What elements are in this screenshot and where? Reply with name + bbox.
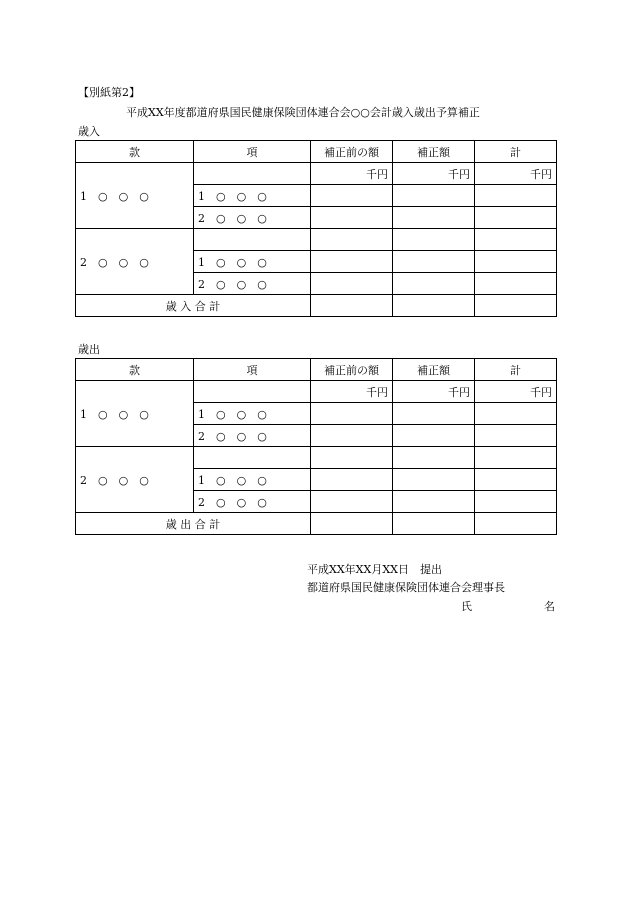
empty-cell: [475, 447, 557, 469]
table-row: [76, 447, 557, 469]
empty-cell: [311, 251, 393, 273]
table-row: [76, 229, 557, 251]
expenditure-table: [75, 358, 557, 535]
attachment-label: 【別紙第2】: [78, 86, 140, 99]
kou-blank-cell: [194, 163, 311, 185]
table-row: [76, 381, 557, 403]
empty-cell: [393, 185, 475, 207]
empty-cell: [393, 273, 475, 295]
kou-item-1: 1 ○ ○ ○: [194, 469, 311, 491]
organization-title: 都道府県国民健康保険団体連合会理事長: [307, 581, 505, 594]
header-correction-amount: 補正額: [393, 359, 475, 381]
empty-cell: [475, 469, 557, 491]
empty-cell: [393, 447, 475, 469]
kou-blank-cell: [194, 229, 311, 251]
kan-item-1: 1 ○ ○ ○: [76, 381, 194, 447]
unit-cell: 千円: [475, 381, 557, 403]
empty-cell: [311, 447, 393, 469]
empty-cell: [475, 251, 557, 273]
empty-cell: [475, 403, 557, 425]
total-row: [76, 513, 557, 535]
unit-cell: 千円: [475, 163, 557, 185]
kou-item-2: 2 ○ ○ ○: [194, 207, 311, 229]
empty-cell: [393, 251, 475, 273]
expenditure-total-label: 歳 出 合 計: [76, 513, 311, 535]
kou-item-1: 1 ○ ○ ○: [194, 185, 311, 207]
unit-cell: 千円: [393, 381, 475, 403]
kou-item-2: 2 ○ ○ ○: [194, 273, 311, 295]
unit-cell: 千円: [311, 163, 393, 185]
empty-cell: [311, 273, 393, 295]
revenue-section-label: 歳入: [78, 125, 100, 138]
empty-cell: [393, 513, 475, 535]
empty-cell: [393, 469, 475, 491]
header-row: [76, 141, 557, 163]
kou-item-2: 2 ○ ○ ○: [194, 425, 311, 447]
empty-cell: [475, 491, 557, 513]
empty-cell: [311, 403, 393, 425]
empty-cell: [393, 295, 475, 317]
empty-cell: [311, 295, 393, 317]
revenue-total-label: 歳 入 合 計: [76, 295, 311, 317]
kou-item-1: 1 ○ ○ ○: [194, 251, 311, 273]
total-row: [76, 295, 557, 317]
table-row: [76, 163, 557, 185]
empty-cell: [311, 491, 393, 513]
header-row: [76, 359, 557, 381]
empty-cell: [393, 229, 475, 251]
header-total: 計: [475, 141, 557, 163]
revenue-table: [75, 140, 557, 317]
empty-cell: [311, 185, 393, 207]
unit-cell: 千円: [311, 381, 393, 403]
submission-date: 平成XX年XX月XX日 提出: [307, 563, 442, 576]
empty-cell: [475, 229, 557, 251]
name-line: [461, 598, 555, 614]
header-correction-amount: 補正額: [393, 141, 475, 163]
document-title: 平成XX年度都道府県国民健康保険団体連合会○○会計歳入歳出予算補正: [126, 106, 480, 119]
empty-cell: [311, 469, 393, 491]
name-label-char: 氏: [461, 600, 472, 613]
kou-blank-cell: [194, 381, 311, 403]
header-total: 計: [475, 359, 557, 381]
empty-cell: [475, 425, 557, 447]
kou-item-2: 2 ○ ○ ○: [194, 491, 311, 513]
unit-cell: 千円: [393, 163, 475, 185]
expenditure-section-label: 歳出: [78, 343, 100, 356]
empty-cell: [311, 425, 393, 447]
header-kan: 款: [76, 141, 194, 163]
kou-blank-cell: [194, 447, 311, 469]
empty-cell: [475, 513, 557, 535]
empty-cell: [475, 295, 557, 317]
empty-cell: [475, 185, 557, 207]
header-kou: 項: [194, 359, 311, 381]
empty-cell: [393, 491, 475, 513]
empty-cell: [475, 207, 557, 229]
empty-cell: [393, 403, 475, 425]
empty-cell: [475, 273, 557, 295]
kan-item-1: 1 ○ ○ ○: [76, 163, 194, 229]
empty-cell: [393, 425, 475, 447]
empty-cell: [311, 207, 393, 229]
kou-item-1: 1 ○ ○ ○: [194, 403, 311, 425]
header-kou: 項: [194, 141, 311, 163]
header-before-amount: 補正前の額: [311, 359, 393, 381]
kan-item-2: 2 ○ ○ ○: [76, 447, 194, 513]
header-before-amount: 補正前の額: [311, 141, 393, 163]
empty-cell: [311, 229, 393, 251]
empty-cell: [393, 207, 475, 229]
name-label-char: 名: [544, 600, 555, 613]
empty-cell: [311, 513, 393, 535]
header-kan: 款: [76, 359, 194, 381]
kan-item-2: 2 ○ ○ ○: [76, 229, 194, 295]
